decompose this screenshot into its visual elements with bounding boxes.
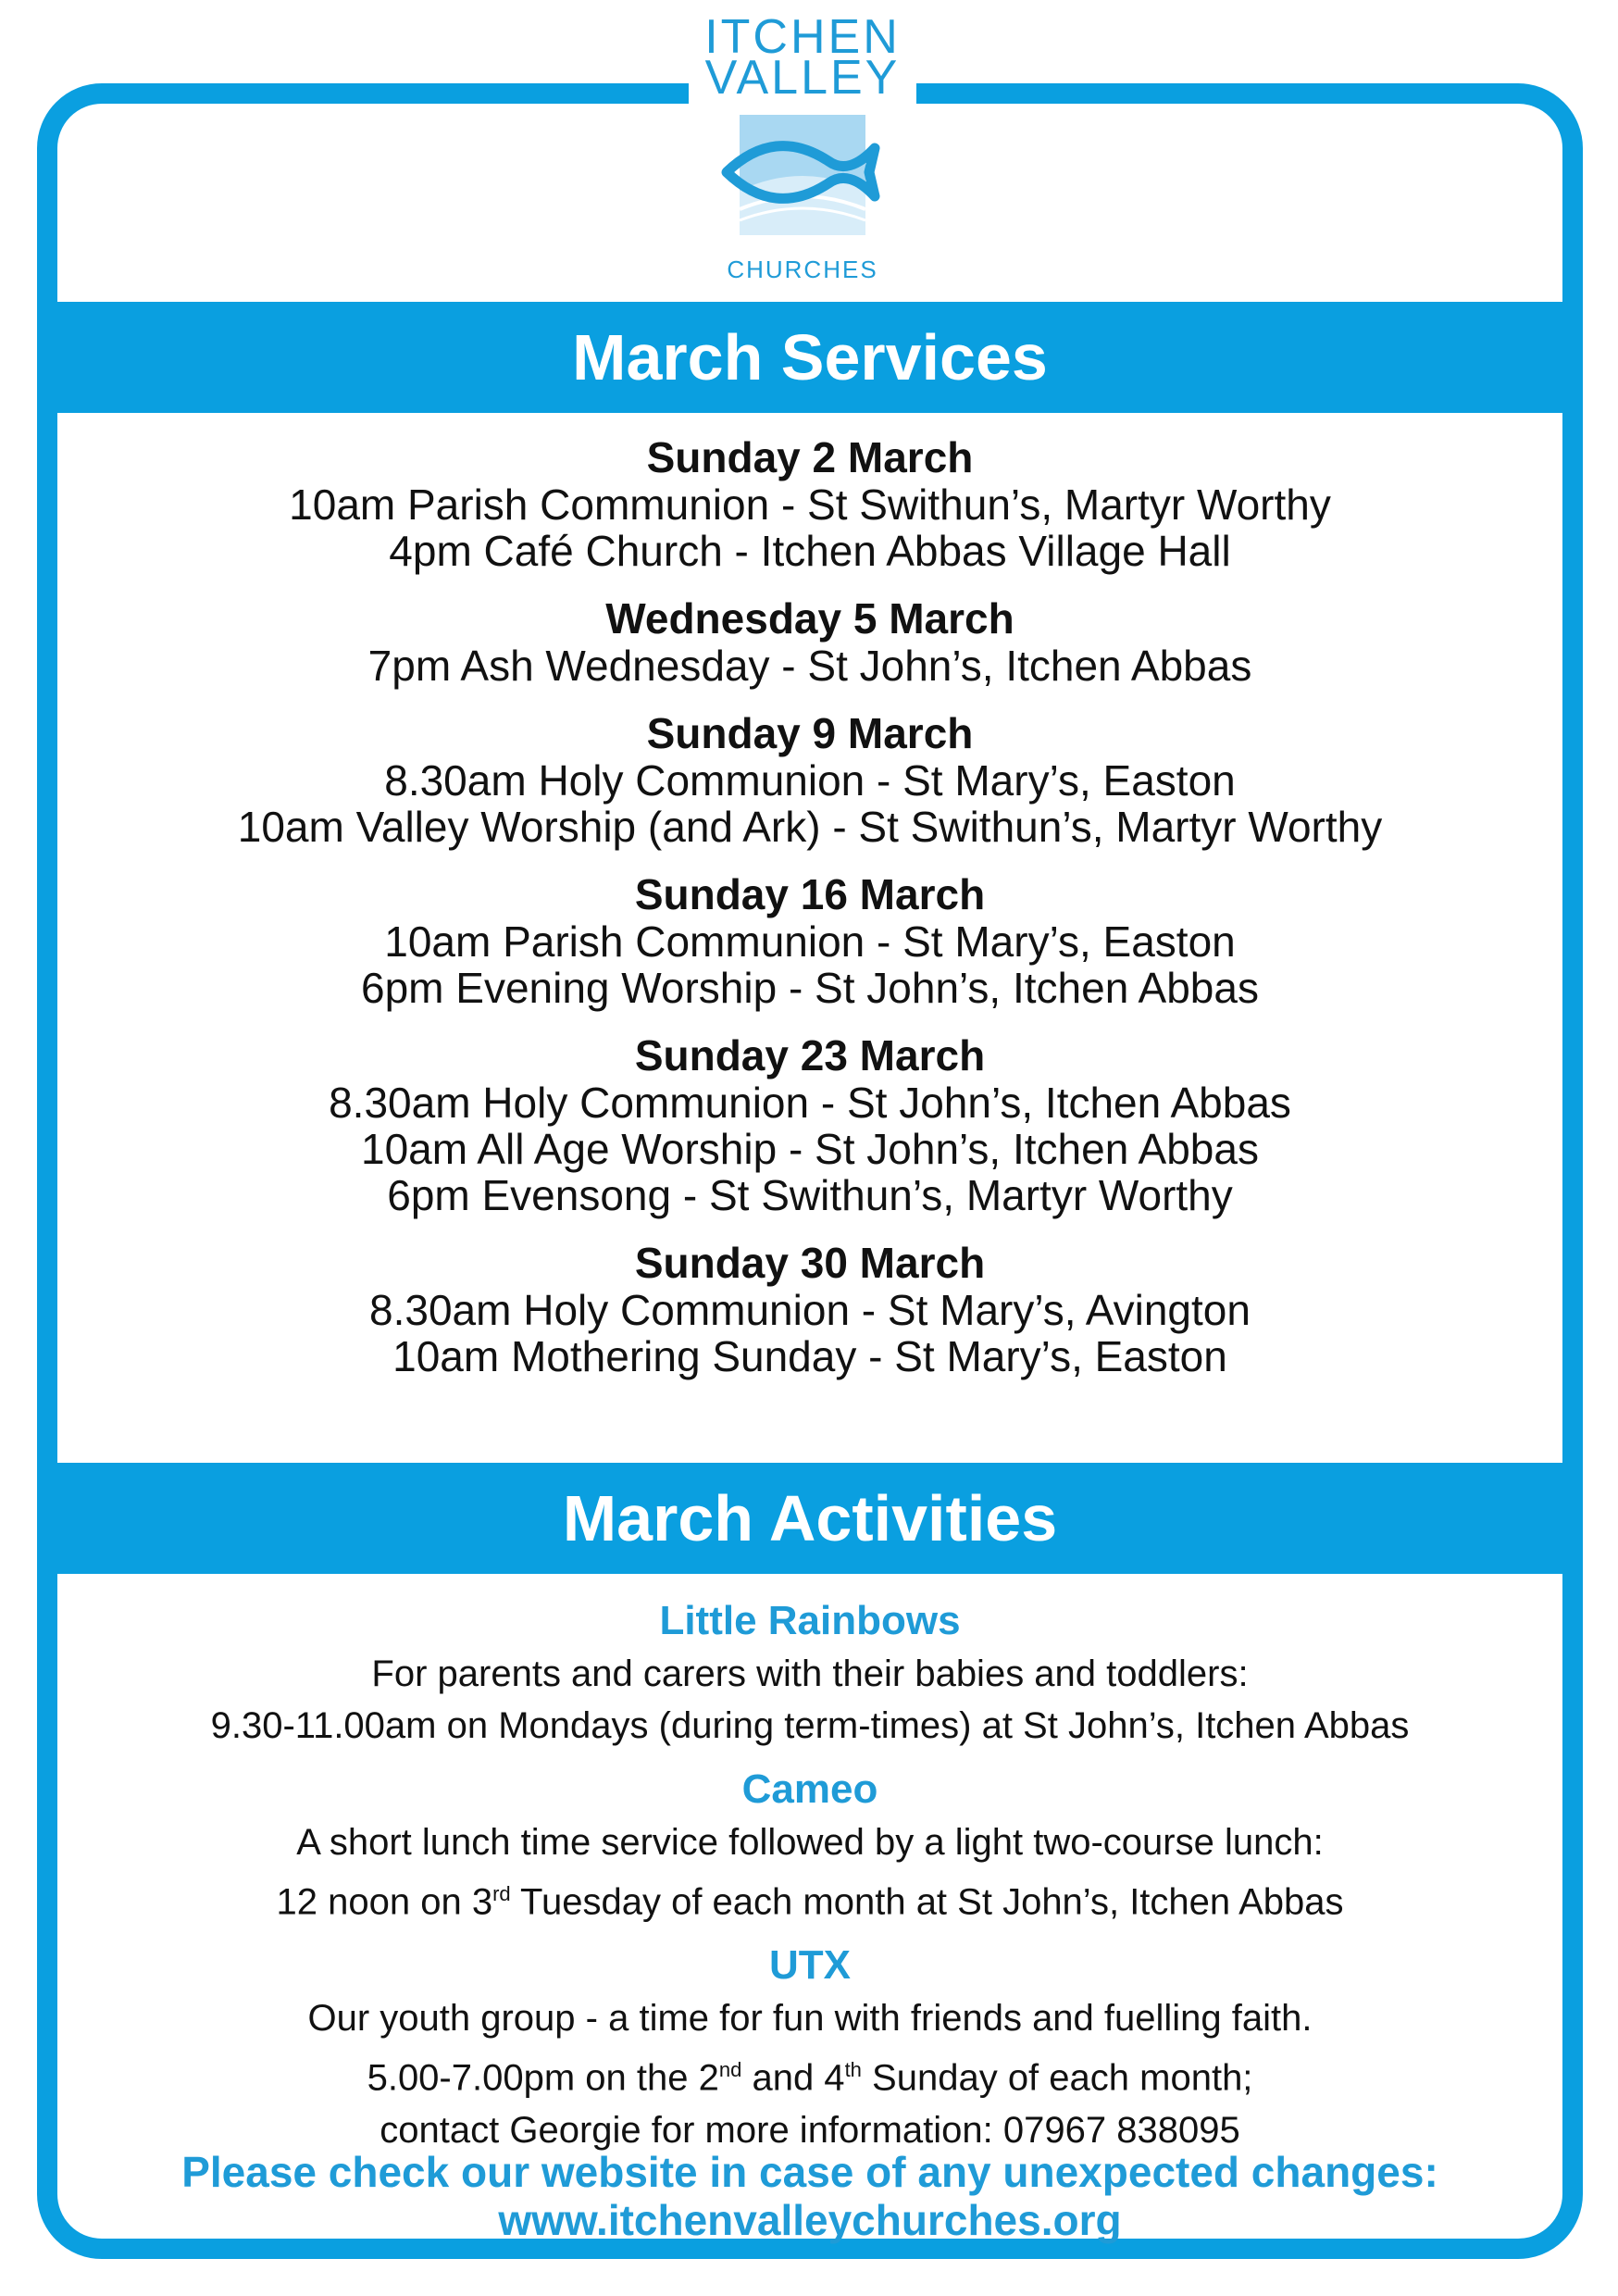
text-segment: 12 noon on 3	[276, 1881, 493, 1923]
service-line: 10am All Age Worship - St John’s, Itchen Abbas	[361, 1125, 1259, 1173]
logo-valley: VALLEY	[704, 51, 901, 105]
text-segment: Sunday of each month;	[861, 2057, 1253, 2099]
activity-line: 9.30-11.00am on Mondays (during term-times) at St John’s, Itchen Abbas	[210, 1705, 1410, 1746]
service-line: 10am Mothering Sunday - St Mary’s, Easton	[392, 1332, 1227, 1380]
activity-line	[57, 2044, 1562, 2103]
website-notice	[57, 2148, 1562, 2244]
service-line: 8.30am Holy Communion - St John’s, Itchen Abbas	[329, 1079, 1291, 1127]
activities-list	[57, 1594, 1562, 2167]
activity-title: Cameo	[741, 1766, 878, 1812]
activity-cameo	[57, 1763, 1562, 1928]
activity-utx	[57, 1939, 1562, 2155]
logo-churches: CHURCHES	[727, 256, 878, 283]
service-line: 8.30am Holy Communion - St Mary’s, Easton	[384, 756, 1236, 805]
service-day: Sunday 23 March	[634, 1031, 986, 1079]
fish-icon	[719, 106, 886, 244]
activity-line	[57, 1868, 1562, 1928]
notice-text: Please check our website in case of any unexpected changes:	[181, 2148, 1438, 2196]
ordinal-suffix: th	[844, 2058, 862, 2082]
ordinal-suffix: nd	[718, 2058, 742, 2082]
activity-line: For parents and carers with their babies and toddlers:	[371, 1653, 1249, 1694]
service-day: Sunday 30 March	[634, 1239, 986, 1287]
service-day: Sunday 16 March	[634, 870, 986, 918]
service-day-group	[57, 870, 1562, 1011]
text-segment: 5.00-7.00pm on the 2	[367, 2057, 719, 2099]
service-day-group	[57, 594, 1562, 689]
activity-line: A short lunch time service followed by a light two-course lunch:	[296, 1822, 1324, 1863]
service-line: 10am Parish Communion - St Mary’s, Easton	[384, 917, 1236, 966]
itchen-valley-logo	[689, 10, 916, 294]
website-link[interactable]: www.itchenvalleychurches.org	[498, 2196, 1122, 2244]
services-heading: March Services	[57, 302, 1562, 413]
service-line: 6pm Evening Worship - St John’s, Itchen Abbas	[361, 964, 1259, 1012]
text-segment: Tuesday of each month at St John’s, Itchen Abbas	[510, 1881, 1344, 1923]
service-line: 4pm Café Church - Itchen Abbas Village Hall	[389, 527, 1231, 575]
activity-title: Little Rainbows	[659, 1598, 961, 1643]
activities-heading: March Activities	[57, 1463, 1562, 1574]
service-line: 6pm Evensong - St Swithun’s, Martyr Worthy	[387, 1171, 1233, 1219]
service-day-group	[57, 1239, 1562, 1379]
service-day-group	[57, 1031, 1562, 1218]
activity-line: Our youth group - a time for fun with friends and fuelling faith.	[307, 1998, 1313, 2040]
service-line: 10am Valley Worship (and Ark) - St Swithun’s, Martyr Worthy	[237, 803, 1383, 851]
text-segment: and 4	[741, 2057, 845, 2099]
activity-line: contact Georgie for more information: 07967 838095	[380, 2109, 1240, 2151]
service-day-group	[57, 709, 1562, 850]
service-line: 10am Parish Communion - St Swithun’s, Martyr Worthy	[289, 480, 1331, 529]
activity-little-rainbows	[57, 1594, 1562, 1752]
activity-title: UTX	[769, 1942, 851, 1989]
service-line: 8.30am Holy Communion - St Mary’s, Avington	[369, 1286, 1251, 1334]
service-line: 7pm Ash Wednesday - St John’s, Itchen Abbas	[367, 642, 1252, 690]
service-day-group	[57, 433, 1562, 574]
logo-itchen: ITCHEN	[704, 10, 901, 64]
service-day: Sunday 9 March	[646, 709, 974, 757]
service-day: Sunday 2 March	[646, 433, 974, 481]
ordinal-suffix: rd	[492, 1882, 511, 1905]
service-day: Wednesday 5 March	[605, 594, 1014, 643]
services-list	[57, 433, 1562, 1400]
